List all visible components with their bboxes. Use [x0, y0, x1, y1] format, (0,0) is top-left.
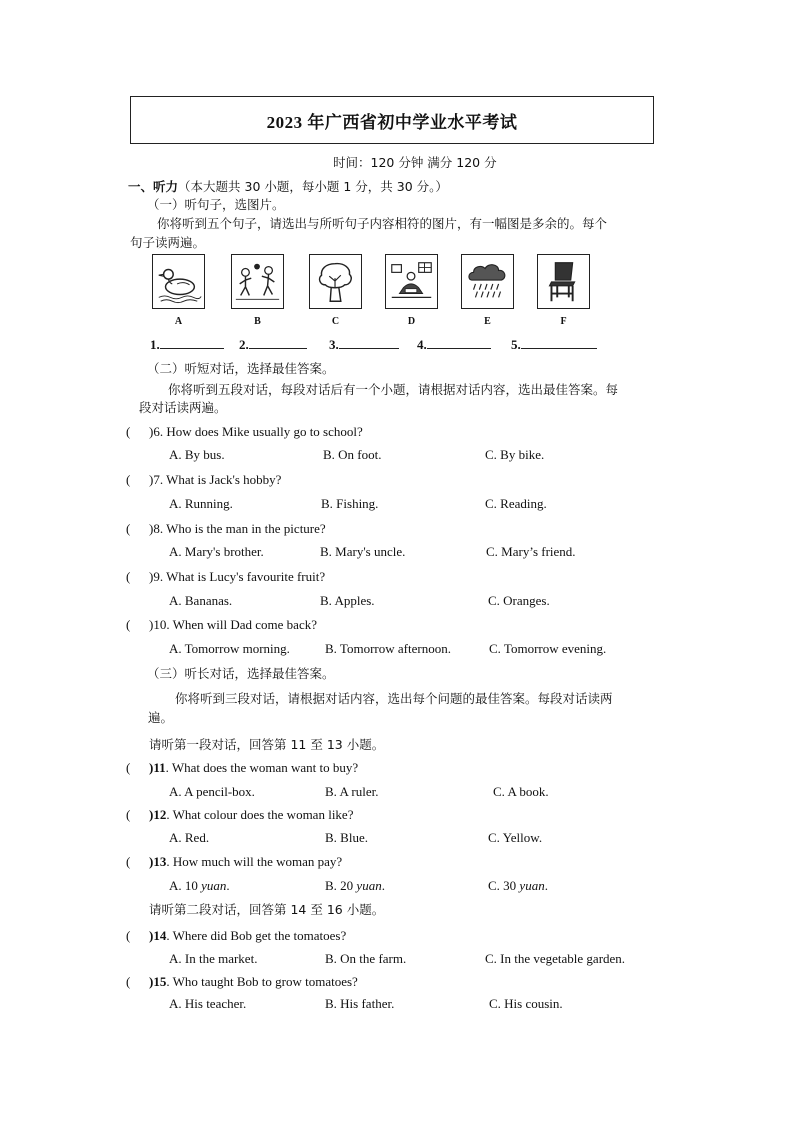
q15-option-a[interactable]: A. His teacher.	[169, 996, 247, 1011]
answer-paren[interactable]: (	[126, 521, 131, 536]
q14-option-c[interactable]: C. In the vegetable garden.	[485, 951, 626, 966]
answer-number: 2.	[239, 337, 249, 352]
q14-option-b[interactable]: B. On the farm.	[325, 951, 407, 966]
q9-option-c[interactable]: C. Oranges.	[488, 593, 550, 608]
question-10: )10. When will Dad come back?	[149, 617, 317, 632]
q14-option-a[interactable]: A. In the market.	[169, 951, 258, 966]
answer-number: 1.	[150, 337, 160, 352]
q11-option-b[interactable]: B. A ruler.	[325, 784, 379, 799]
answer-blank-1[interactable]	[150, 337, 224, 353]
picture-b	[231, 254, 284, 309]
part3-group2-instruction: 请听第二段对话，回答第 14 至 16 小题。	[149, 902, 385, 917]
picture-a	[152, 254, 205, 309]
q7-option-a[interactable]: A. Running.	[169, 496, 233, 511]
answer-number: 4.	[417, 337, 427, 352]
rain-cloud-icon	[462, 255, 513, 308]
answer-blank-3[interactable]	[329, 337, 399, 353]
q13-option-a[interactable]: A. 10 yuan.	[169, 878, 230, 893]
section-title: 听力	[153, 179, 179, 194]
answer-paren[interactable]: (	[126, 760, 131, 775]
part2-instruction-line1: 你将听到五段对话，每段对话后有一个小题，请根据对话内容，选出最佳答案。每	[168, 382, 619, 397]
part3-group1-instruction: 请听第一段对话，回答第 11 至 13 小题。	[149, 737, 385, 752]
answer-paren[interactable]: (	[126, 928, 131, 943]
part3-instruction-line1: 你将听到三段对话，请根据对话内容，选出每个问题的最佳答案。每段对话读两	[175, 691, 613, 706]
part2-instruction-line2: 段对话读两遍。	[139, 400, 227, 415]
answer-paren[interactable]: (	[126, 807, 131, 822]
q11-option-c[interactable]: C. A book.	[493, 784, 549, 799]
question-11: )11. What does the woman want to buy?	[149, 760, 359, 775]
section-description: （本大题共 30 小题，每小题 1 分，共 30 分。）	[178, 179, 448, 194]
answer-paren[interactable]: (	[126, 569, 131, 584]
answer-blank-4[interactable]	[417, 337, 491, 353]
q15-option-c[interactable]: C. His cousin.	[489, 996, 563, 1011]
chair-icon	[538, 255, 589, 308]
part1-title: （一）听句子，选图片。	[147, 197, 285, 212]
q9-option-b[interactable]: B. Apples.	[320, 593, 375, 608]
picture-e-label: E	[484, 316, 491, 327]
picture-f-label: F	[560, 316, 567, 327]
q10-option-a[interactable]: A. Tomorrow morning.	[169, 641, 290, 656]
part2-title: （二）听短对话，选择最佳答案。	[147, 361, 335, 376]
picture-c	[309, 254, 362, 309]
answer-paren[interactable]: (	[126, 974, 131, 989]
tree-icon	[310, 255, 361, 308]
q7-option-c[interactable]: C. Reading.	[485, 496, 547, 511]
q8-option-c[interactable]: C. Mary’s friend.	[486, 544, 576, 559]
q8-option-b[interactable]: B. Mary's uncle.	[320, 544, 406, 559]
q7-option-b[interactable]: B. Fishing.	[321, 496, 379, 511]
q10-option-b[interactable]: B. Tomorrow afternoon.	[325, 641, 451, 656]
exam-time-info: 时间：120 分钟 满分 120 分	[333, 155, 497, 170]
picture-c-label: C	[331, 316, 340, 327]
answer-paren[interactable]: (	[126, 472, 131, 487]
answer-paren[interactable]: (	[126, 854, 131, 869]
answer-paren[interactable]: (	[126, 424, 131, 439]
question-13: )13. How much will the woman pay?	[149, 854, 343, 869]
duck-icon	[153, 255, 204, 308]
question-7: )7. What is Jack's hobby?	[149, 472, 282, 487]
picture-b-label: B	[254, 316, 261, 327]
answer-paren[interactable]: (	[126, 617, 131, 632]
q6-option-a[interactable]: A. By bus.	[169, 447, 225, 462]
question-6: )6. How does Mike usually go to school?	[149, 424, 363, 439]
picture-d	[385, 254, 438, 309]
part1-instruction-line2: 句子读两遍。	[130, 235, 206, 250]
q11-option-a[interactable]: A. A pencil-box.	[169, 784, 255, 799]
part1-instruction-line1: 你将听到五个句子，请选出与所听句子内容相符的图片，有一幅图是多余的。每个	[157, 216, 608, 231]
q10-option-c[interactable]: C. Tomorrow evening.	[489, 641, 607, 656]
part3-title: （三）听长对话，选择最佳答案。	[147, 666, 335, 681]
question-14: )14. Where did Bob get the tomatoes?	[149, 928, 347, 943]
question-12: )12. What colour does the woman like?	[149, 807, 354, 822]
q13-option-b[interactable]: B. 20 yuan.	[325, 878, 385, 893]
picture-d-label: D	[407, 316, 416, 327]
section-heading	[128, 177, 448, 195]
q9-option-a[interactable]: A. Bananas.	[169, 593, 233, 608]
q12-option-a[interactable]: A. Red.	[169, 830, 210, 845]
picnic-icon	[386, 255, 437, 308]
q12-option-c[interactable]: C. Yellow.	[488, 830, 543, 845]
answer-number: 5.	[511, 337, 521, 352]
answer-number: 3.	[329, 337, 339, 352]
q13-option-c[interactable]: C. 30 yuan.	[488, 878, 548, 893]
question-9: )9. What is Lucy's favourite fruit?	[149, 569, 326, 584]
question-8: )8. Who is the man in the picture?	[149, 521, 326, 536]
exam-title-box	[130, 96, 654, 144]
section-number: 一、	[128, 179, 154, 194]
question-15: )15. Who taught Bob to grow tomatoes?	[149, 974, 358, 989]
picture-a-label: A	[174, 316, 183, 327]
kids-playing-icon	[232, 255, 283, 308]
part3-instruction-line2: 遍。	[148, 710, 174, 725]
q6-option-c[interactable]: C. By bike.	[485, 447, 545, 462]
q8-option-a[interactable]: A. Mary's brother.	[169, 544, 264, 559]
answer-blank-5[interactable]	[511, 337, 597, 353]
q15-option-b[interactable]: B. His father.	[325, 996, 395, 1011]
exam-title: 2023 年广西省初中学业水平考试	[266, 112, 518, 132]
answer-blank-2[interactable]	[239, 337, 307, 353]
picture-f	[537, 254, 590, 309]
q6-option-b[interactable]: B. On foot.	[323, 447, 382, 462]
q12-option-b[interactable]: B. Blue.	[325, 830, 368, 845]
picture-e	[461, 254, 514, 309]
